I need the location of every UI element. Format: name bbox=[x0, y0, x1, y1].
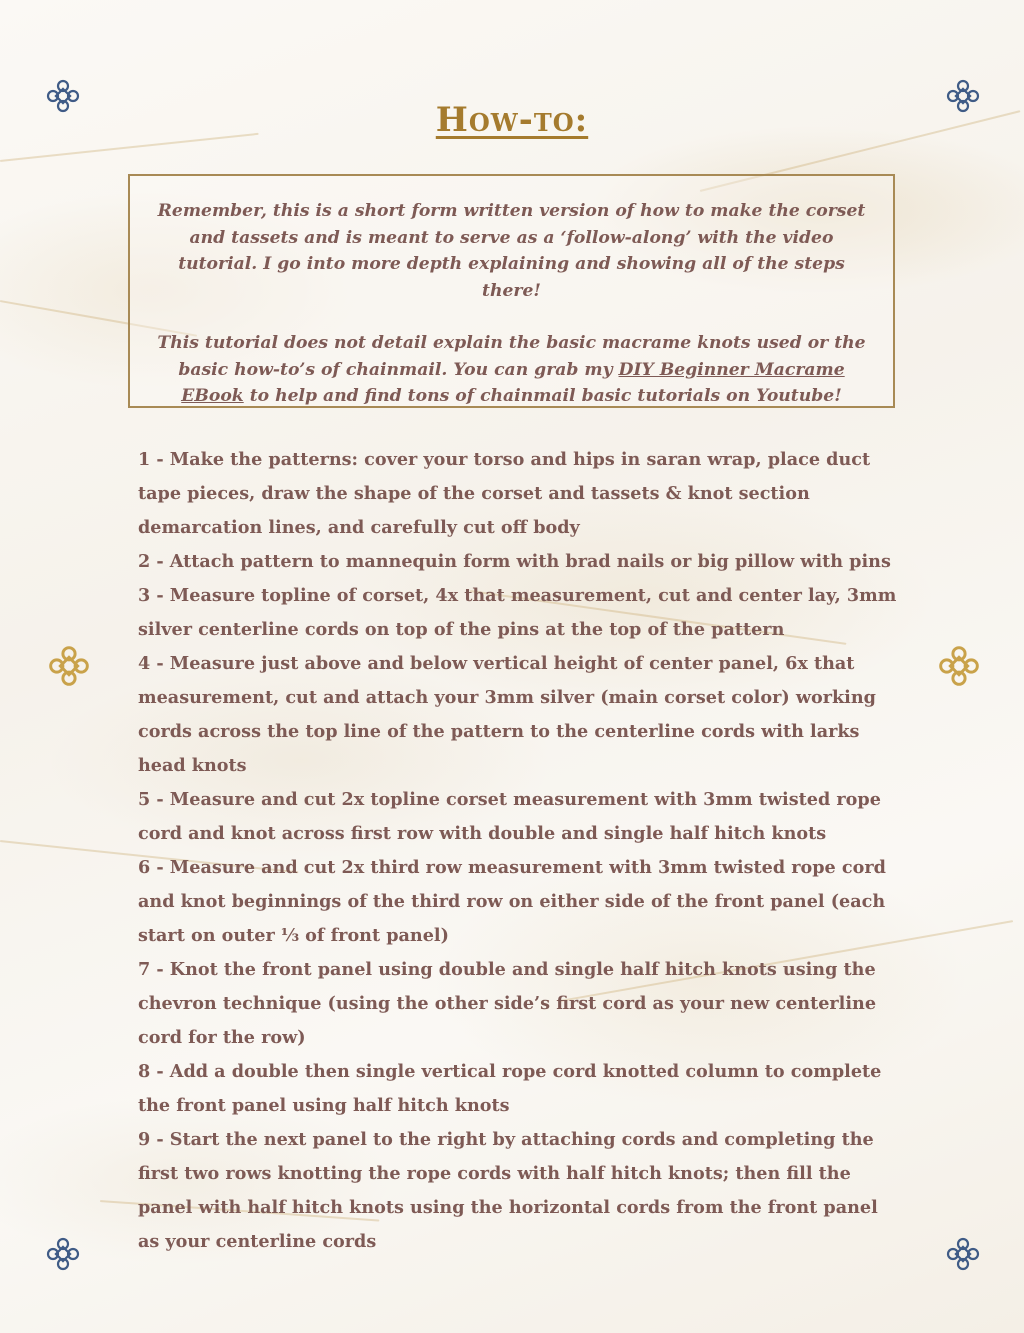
step-item: 8 - Add a double then single vertical rope cord knotted column to complete the front panel using half hitch knots bbox=[138, 1061, 882, 1116]
page-title: How-to: bbox=[435, 100, 589, 140]
note-box bbox=[128, 174, 895, 408]
step-item: 6 - Measure and cut 2x third row measurement with 3mm twisted rope cord and knot beginnings of the third row on either side of the front panel (each start on outer ⅓ of front panel) bbox=[138, 857, 886, 946]
step-item: 5 - Measure and cut 2x topline corset measurement with 3mm twisted rope cord and knot across first row with double and single half hitch knots bbox=[138, 789, 881, 844]
step-item: 9 - Start the next panel to the right by attaching cords and completing the first two rows knotting the rope cords with half hitch knots; then fill the panel with half hitch knots using the horizontal cords from the front panel as your centerline cords bbox=[138, 1129, 878, 1252]
celtic-knot-icon bbox=[45, 1236, 81, 1272]
step-item: 7 - Knot the front panel using double and single half hitch knots using the chevron technique (using the other side’s first cord as your new centerline cord for the row) bbox=[138, 959, 877, 1048]
step-item: 4 - Measure just above and below vertical height of center panel, 6x that measurement, cut and attach your 3mm silver (main corset color) working cords across the top line of the pattern to the centerline cords with larks head knots bbox=[138, 653, 876, 776]
step-item: 2 - Attach pattern to mannequin form with brad nails or big pillow with pins bbox=[138, 551, 891, 572]
note-paragraph: Remember, this is a short form written version of how to make the corset and tassets and is meant to serve as a ‘follow-along’ with the video tutorial. I go into more depth explaining and showing all of the steps there! bbox=[157, 201, 866, 301]
steps-list bbox=[138, 443, 898, 1259]
celtic-knot-icon bbox=[47, 644, 91, 688]
ebook-link[interactable]: DIY Beginner Macrame EBook bbox=[181, 359, 845, 406]
note-text: to help and find tons of chainmail basic tutorials on Youtube! bbox=[243, 386, 842, 406]
note-text: This tutorial does not detail explain the basic macrame knots used or the basic how-to’s of chainmail. You can grab my bbox=[157, 333, 866, 380]
celtic-knot-icon bbox=[937, 644, 981, 688]
step-item: 3 - Measure topline of corset, 4x that measurement, cut and center lay, 3mm silver centerline cords on top of the pins at the top of the pattern bbox=[138, 585, 897, 640]
note-paragraph bbox=[156, 330, 867, 410]
step-item: 1 - Make the patterns: cover your torso and hips in saran wrap, place duct tape pieces, draw the shape of the corset and tassets & knot section demarcation lines, and carefully cut off body bbox=[138, 449, 871, 538]
celtic-knot-icon bbox=[945, 1236, 981, 1272]
